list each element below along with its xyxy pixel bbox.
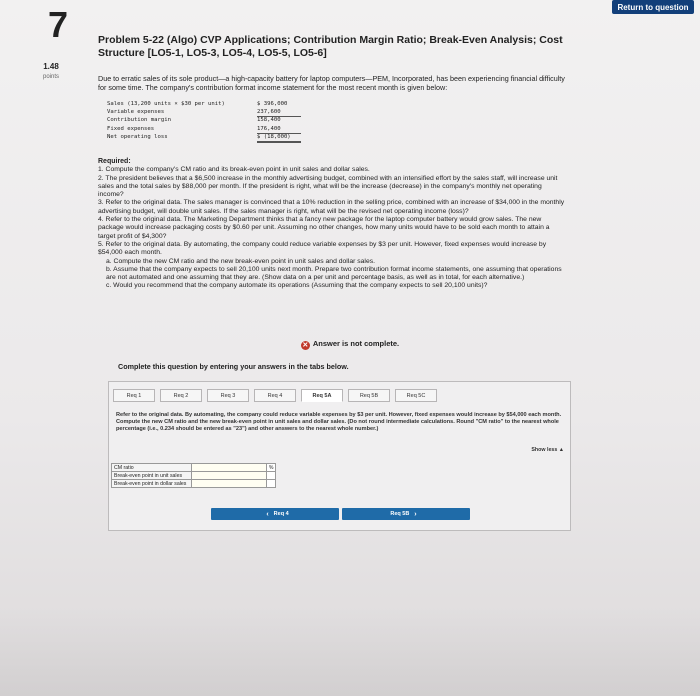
tab-req-5a[interactable] [301, 389, 343, 402]
tab-label: Req 1 [126, 393, 142, 399]
income-row [107, 133, 337, 141]
income-row-label: Contribution margin [107, 117, 171, 124]
question-number: 7 [48, 4, 69, 45]
answer-status-text: Answer is not complete. [312, 339, 400, 348]
income-row-value: 158,400 [257, 117, 281, 124]
income-row-value: 176,400 [257, 125, 301, 134]
instruction-text: Complete this question by entering your answers in the tabs below. [118, 362, 349, 371]
income-row-label: Fixed expenses [107, 125, 155, 132]
income-row [107, 100, 337, 108]
tab-label: Req 5B [359, 393, 379, 399]
chevron-right-icon: › [414, 510, 417, 518]
tab-label: Req 5A [312, 393, 332, 399]
answer-input[interactable] [192, 464, 267, 472]
points-box [33, 62, 69, 82]
requirement-item: 4. Refer to the original data. The Marketing Department thinks that a fancy new package for the laptop computer battery would grow sales. The new package would increase packaging costs by $0.60 per unit. Assuming no other changes, how many units would have to be sold each month to attain a target profit of $4,300? [98, 216, 550, 240]
tab-label: Req 4 [267, 393, 283, 399]
photo-shading [0, 606, 700, 696]
answer-input[interactable] [192, 472, 267, 480]
tab-label: Req 2 [173, 393, 189, 399]
requirement-item: 5. Refer to the original data. By automating, the company could reduce variable expenses by $3 per unit. However, fixed expenses would increase by $54,000 each month. [98, 240, 547, 257]
tab-req-2[interactable] [160, 389, 202, 402]
answer-unit [267, 480, 276, 488]
prev-tab-button[interactable] [211, 508, 339, 520]
requirement-item: 3. Refer to the original data. The sales manager is convinced that a 10% reduction in the selling price, combined with an increase of $34,000 in the monthly advertising budget, will double unit sales. If the sales manager is right, what will be the revised net operating income (loss)? [98, 199, 565, 215]
problem-title: Problem 5-22 (Algo) CVP Applications; Contribution Margin Ratio; Break-Even Analysis; Cost Structure [LO5-1, LO5-3, LO5-4, LO5-5, LO5-6] [98, 34, 563, 59]
requirement-item: c. Would you recommend that the company automate its operations (Assuming that the company expects to sell 20,100 units)? [106, 282, 488, 290]
problem-intro: Due to erratic sales of its sole product—a high-capacity battery for laptop computers—PEM, Incorporated, has been experiencing financial difficulty for some time. The company's contribution format income statement for the most recent month is given below: [98, 74, 565, 92]
income-row-value: 237,600 [257, 108, 301, 117]
next-tab-button[interactable] [342, 508, 470, 520]
tab-req-5c[interactable] [395, 389, 437, 402]
requirement-item: 2. The president believes that a $6,500 increase in the monthly advertising budget, combined with an intensified effort by the sales staff, will increase unit sales and the total sales by $88,000 per month. If the president is right, what will be the increase (decrease) in the company's monthly net operating income? [98, 174, 558, 199]
prev-tab-label: Req 4 [273, 511, 289, 517]
tab-req-3[interactable] [207, 389, 249, 402]
answer-table [111, 463, 276, 488]
requirement-tabs [113, 389, 437, 402]
tab-req-1[interactable] [113, 389, 155, 402]
tab-req-4[interactable] [254, 389, 296, 402]
requirement-item: a. Compute the new CM ratio and the new break-even point in unit sales and dollar sales. [106, 257, 376, 265]
answer-unit: % [267, 464, 276, 472]
requirements-heading: Required: [98, 158, 131, 165]
return-to-question-button[interactable]: Return to question [612, 0, 694, 14]
income-row-value: $ (18,000) [257, 133, 301, 143]
income-statement [107, 100, 337, 141]
answer-status [0, 339, 700, 350]
income-row-label: Net operating loss [107, 133, 168, 140]
income-row [107, 108, 337, 116]
tab-label: Req 5C [406, 393, 426, 399]
income-row-label: Variable expenses [107, 109, 165, 116]
income-row [107, 125, 337, 133]
tab-label: Req 3 [220, 393, 236, 399]
answer-input[interactable] [192, 480, 267, 488]
requirement-item: b. Assume that the company expects to sell 20,100 units next month. Prepare two contribution format income statements, one assuming that operations are not automated and one assuming that they are. (Show data on a per unit and percentage basis, as well as in total, for each alternative.) [106, 265, 562, 282]
points-label: points [42, 74, 59, 80]
answer-panel [108, 381, 571, 531]
tab-req-5b[interactable] [348, 389, 390, 402]
chevron-left-icon: ‹ [266, 510, 269, 518]
answer-row-label: CM ratio [112, 464, 192, 472]
income-row-value: $ 396,000 [257, 101, 288, 107]
answer-row [112, 464, 276, 472]
income-row-label: Sales (13,200 units × $30 per unit) [107, 101, 225, 107]
next-tab-label: Req 5B [390, 511, 410, 517]
tab-instructions: Refer to the original data. By automating, the company could reduce variable expenses by $3 per unit. However, fixed expenses would increase by $54,000 each month. Compute the new CM ratio and the new break-even point in unit sales and dollar sales. (Do not round intermediate calculations. Round "CM ratio" to the nearest whole percentage (i.e., 0.234 should be entered as "23") and other answers to the nearest whole number.) [116, 412, 562, 432]
error-x-icon: ✕ [302, 342, 309, 349]
answer-unit [267, 472, 276, 480]
requirement-item: 1. Compute the company's CM ratio and its break-even point in unit sales and dollar sales. [98, 166, 370, 174]
points-value: 1.48 [43, 62, 59, 71]
income-row [107, 116, 337, 124]
answer-row [112, 480, 276, 488]
show-less-link[interactable]: Show less ▲ [531, 447, 564, 453]
answer-row-label: Break-even point in unit sales [112, 472, 192, 480]
requirements [98, 158, 568, 291]
answer-row-label: Break-even point in dollar sales [112, 480, 192, 488]
answer-row [112, 472, 276, 480]
